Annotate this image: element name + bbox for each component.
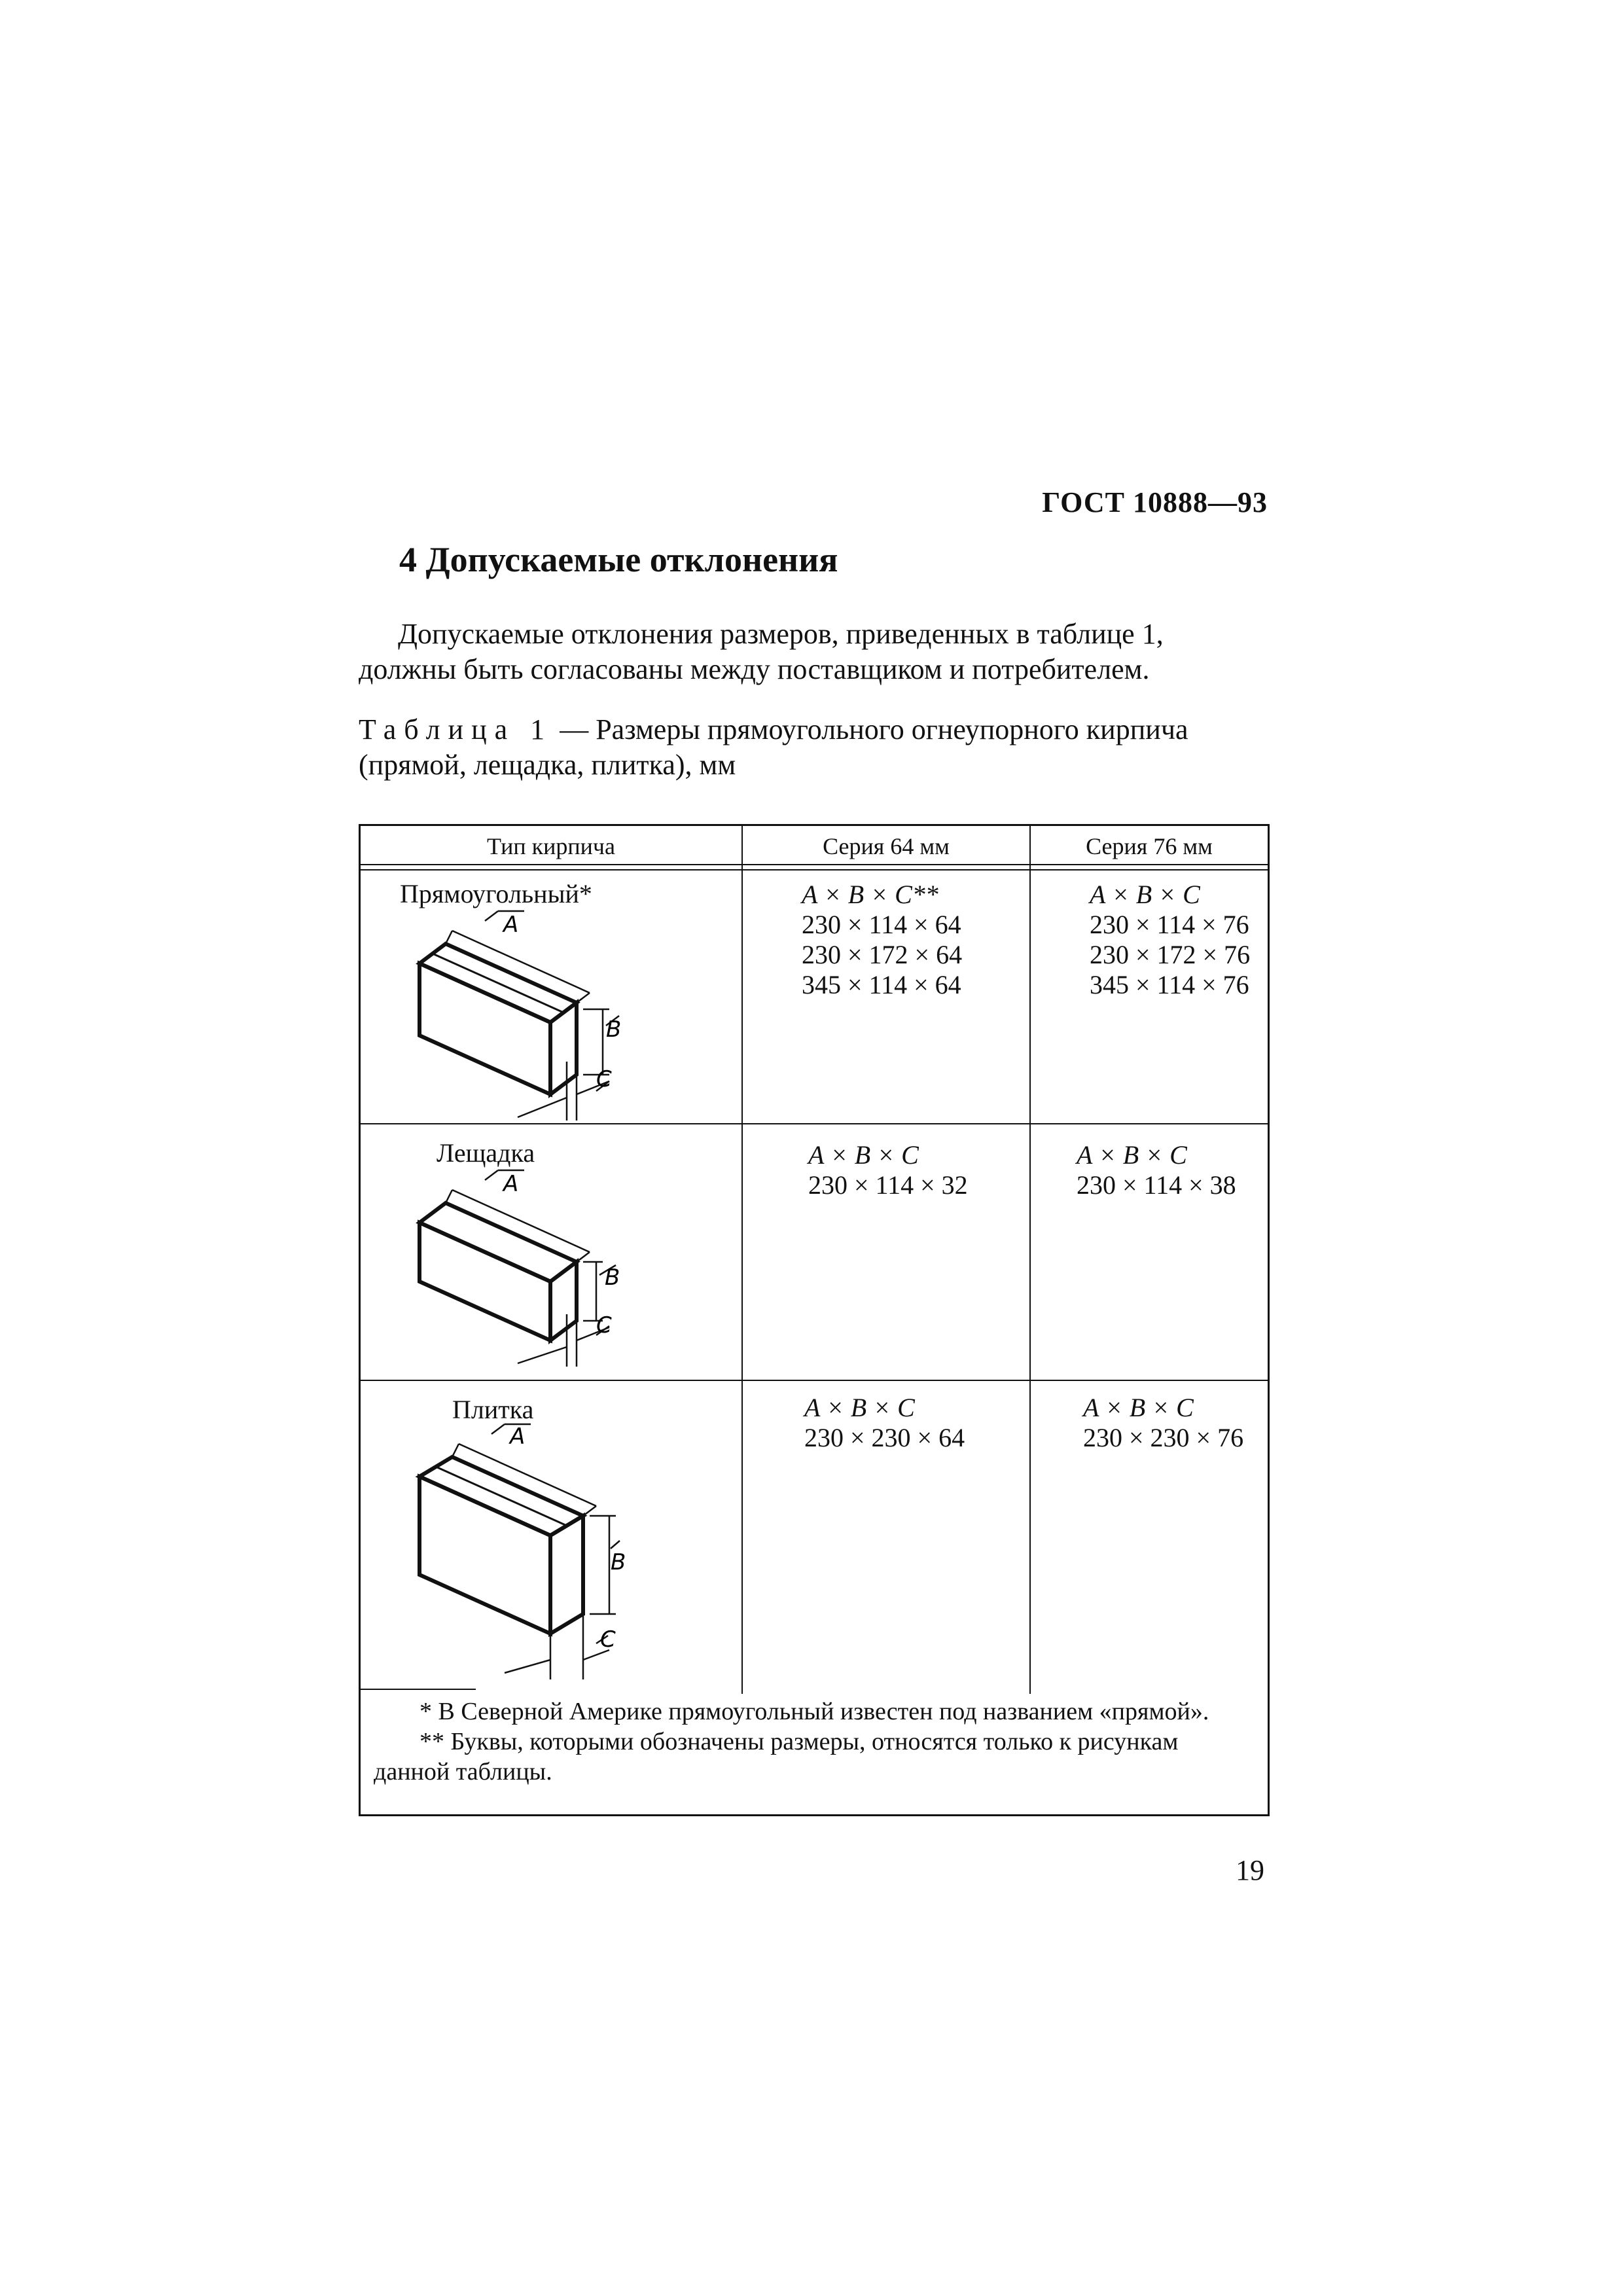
rectangular-brick-figure bbox=[400, 905, 622, 1121]
formula: A × B × C** bbox=[802, 880, 938, 909]
page-number: 19 bbox=[1236, 1854, 1264, 1886]
table-footnotes bbox=[374, 1696, 1244, 1787]
document-code: ГОСТ 10888—93 bbox=[1042, 486, 1268, 518]
column-divider bbox=[1029, 826, 1031, 1694]
dimension-value: 230 × 114 × 38 bbox=[1077, 1170, 1236, 1200]
series-64-cell bbox=[804, 1393, 965, 1453]
dim-b-label: B bbox=[605, 1265, 620, 1291]
header-series-64: Серия 64 мм bbox=[823, 833, 950, 859]
dim-c-label: C bbox=[600, 1626, 616, 1653]
dim-a-label: A bbox=[510, 1424, 526, 1450]
formula: A × B × C bbox=[1077, 1140, 1187, 1170]
footnote: ** Буквы, которыми обозначены размеры, относятся только к рисункам данной таблицы. bbox=[374, 1728, 1179, 1785]
header-series-76: Серия 76 мм bbox=[1086, 833, 1213, 859]
header-brick-type: Тип кирпича bbox=[487, 833, 615, 859]
dim-b-label: B bbox=[611, 1549, 626, 1575]
section-heading: 4 Допускаемые отклонения bbox=[399, 540, 838, 579]
footnote-rule bbox=[361, 1689, 476, 1690]
intro-paragraph bbox=[359, 617, 1268, 687]
dimension-value: 230 × 172 × 76 bbox=[1090, 940, 1251, 969]
header-divider bbox=[361, 864, 1268, 865]
series-76-cell bbox=[1077, 1140, 1236, 1200]
dim-b-label: B bbox=[606, 1016, 622, 1043]
table-caption bbox=[359, 712, 1268, 783]
dim-a-label: A bbox=[503, 912, 519, 938]
series-64-cell bbox=[808, 1140, 968, 1200]
formula: A × B × C bbox=[1083, 1393, 1194, 1422]
dim-a-label: A bbox=[503, 1171, 519, 1197]
dimension-value: 345 × 114 × 76 bbox=[1090, 970, 1249, 999]
intro-line-1: Допускаемые отклонения размеров, приведенных в таблице 1, bbox=[398, 618, 1164, 650]
table-caption-line-2: (прямой, лещадка, плитка), мм bbox=[359, 749, 736, 781]
formula: A × B × C bbox=[804, 1393, 915, 1422]
table-caption-label: Таблица 1 bbox=[359, 713, 553, 745]
dimension-value: 230 × 230 × 76 bbox=[1083, 1423, 1244, 1452]
dim-c-label: C bbox=[596, 1312, 612, 1338]
dimension-value: 345 × 114 × 64 bbox=[802, 970, 961, 999]
row-type-leshchadka: Лещадка bbox=[437, 1138, 535, 1168]
row-type-rectangular: Прямоугольный* bbox=[400, 879, 592, 908]
dim-c-label: C bbox=[596, 1066, 612, 1092]
dimensions-table bbox=[359, 824, 1270, 1816]
footnote: * В Северной Америке прямоугольный известен под названием «прямой». bbox=[419, 1698, 1209, 1725]
dimension-value: 230 × 114 × 76 bbox=[1090, 910, 1249, 939]
column-divider bbox=[741, 826, 743, 1694]
series-76-cell bbox=[1090, 880, 1250, 1000]
table-caption-text: — Размеры прямоугольного огнеупорного кирпича bbox=[552, 713, 1188, 745]
dimension-value: 230 × 114 × 32 bbox=[808, 1170, 968, 1200]
leshchadka-brick-figure bbox=[400, 1164, 622, 1373]
plitka-brick-figure bbox=[400, 1418, 626, 1686]
dimension-value: 230 × 230 × 64 bbox=[804, 1423, 965, 1452]
dimension-value: 230 × 172 × 64 bbox=[802, 940, 963, 969]
dimension-value: 230 × 114 × 64 bbox=[802, 910, 961, 939]
row-type-plitka: Плитка bbox=[452, 1395, 534, 1424]
row-divider bbox=[361, 1380, 1268, 1381]
header-divider bbox=[361, 869, 1268, 870]
formula: A × B × C bbox=[808, 1140, 919, 1170]
series-64-cell bbox=[802, 880, 962, 1000]
formula: A × B × C bbox=[1090, 880, 1200, 909]
intro-line-2: должны быть согласованы между поставщиком и потребителем. bbox=[359, 653, 1150, 685]
series-76-cell bbox=[1083, 1393, 1243, 1453]
row-divider bbox=[361, 1123, 1268, 1124]
